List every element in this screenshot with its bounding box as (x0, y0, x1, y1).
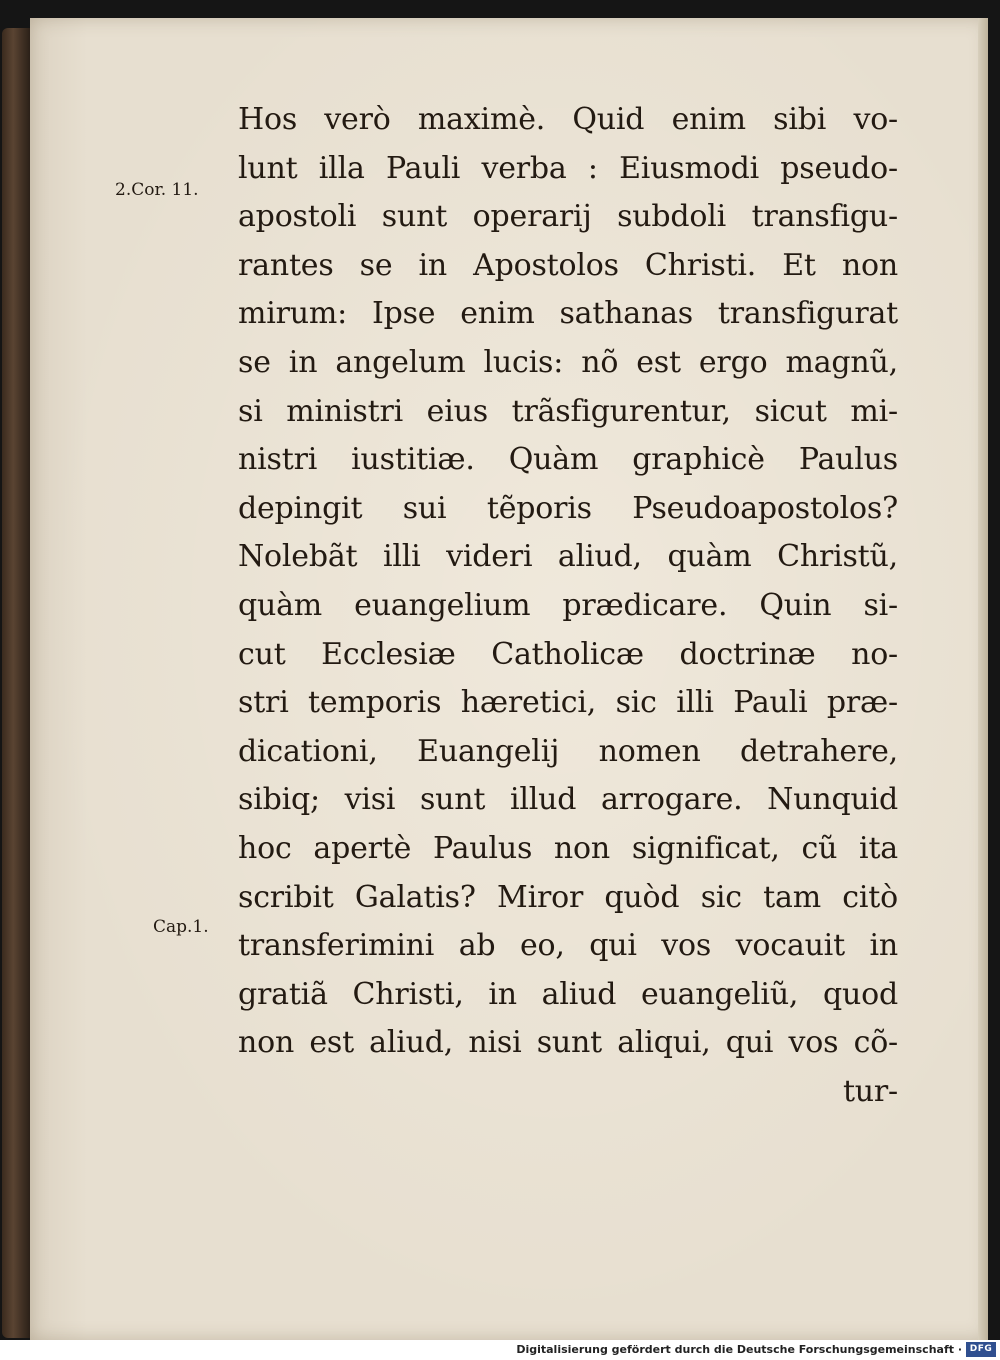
text-line: dicationi, Euangelij nomen detrahere, (238, 733, 898, 769)
catchword: tur- (842, 1073, 898, 1109)
text-line: transferimini ab eo, qui vos vocauit in (238, 928, 898, 964)
dfg-logo: DFG (966, 1342, 996, 1357)
margin-note-cor: 2.Cor. 11. (115, 180, 199, 200)
text-line: rantes se in Apostolos Christi. Et non (238, 247, 898, 283)
text-line: stri temporis hæretici, sic illi Pauli præ- (238, 685, 898, 721)
text-line: sibiq; visi sunt illud arrogare. Nunquid (238, 782, 898, 818)
text-line: scribit Galatis? Miror quòd sic tam citò (238, 879, 898, 915)
text-line: nistri iustitiæ. Quàm graphicè Paulus (238, 442, 898, 478)
text-line: cut Ecclesiæ Catholicæ doctrinæ no- (238, 636, 898, 672)
page-edge (978, 18, 988, 1340)
body-text (238, 96, 898, 1116)
text-line: Hos verò maximè. Quid enim sibi vo- (238, 102, 898, 137)
margin-note-cap: Cap.1. (153, 917, 209, 937)
text-line: se in angelum lucis: nõ est ergo magnũ, (238, 344, 898, 380)
text-line: depingit sui tẽporis Pseudoapostolos? (238, 490, 898, 526)
text-line: quàm euangelium prædicare. Quin si- (238, 587, 898, 623)
text-line: Nolebãt illi videri aliud, quàm Christũ, (238, 539, 898, 575)
funding-notice: Digitalisierung gefördert durch die Deutsche Forschungsgemeinschaft · (516, 1343, 962, 1356)
text-line: apostoli sunt operarij subdoli transfigu- (238, 199, 898, 235)
text-line: hoc apertè Paulus non significat, cũ ita (238, 830, 898, 866)
book-binding (2, 28, 30, 1338)
footer-bar (0, 1340, 1000, 1360)
text-line: non est aliud, nisi sunt aliqui, qui vos cõ- (238, 1025, 898, 1061)
text-line: lunt illa Pauli verba : Eiusmodi pseudo- (238, 150, 898, 186)
text-line: mirum: Ipse enim sathanas transfigurat (238, 296, 898, 332)
text-line: gratiã Christi, in aliud euangeliũ, quod (238, 976, 898, 1012)
text-line: si ministri eius trãsfigurentur, sicut mi- (238, 393, 898, 429)
